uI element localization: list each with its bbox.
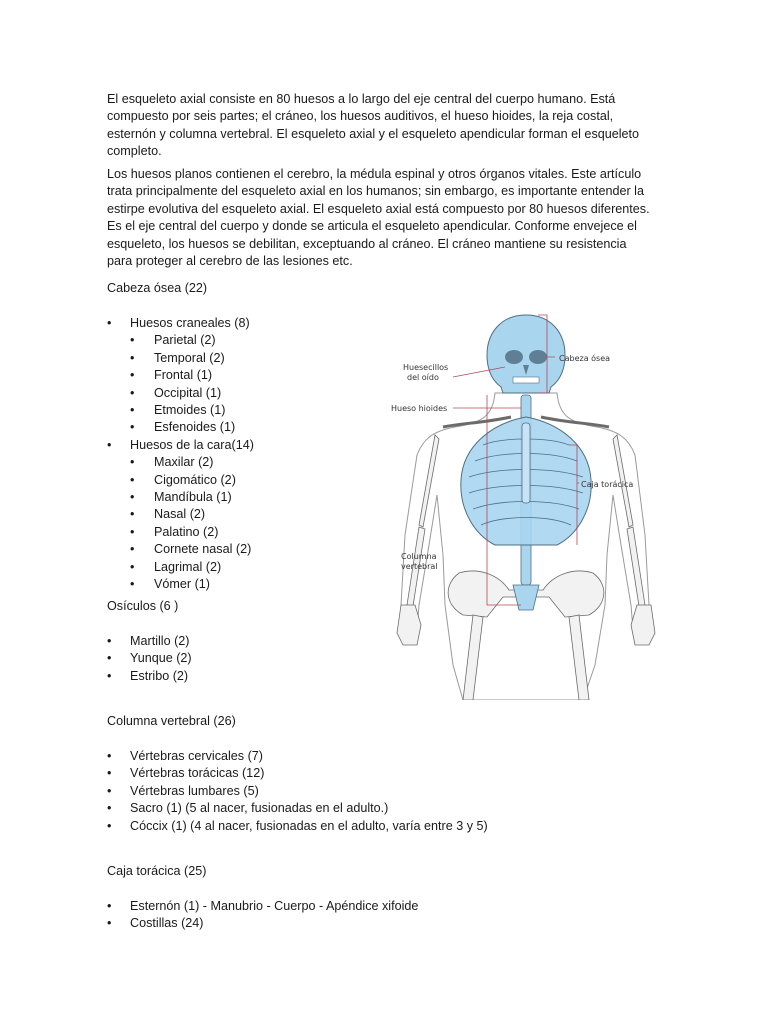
list-item: • Vértebras torácicas (12)	[107, 765, 488, 782]
list-item: • Esfenoides (1)	[130, 419, 254, 436]
list-item	[107, 315, 254, 437]
list-item: • Vértebras cervicales (7)	[107, 748, 488, 765]
list-item: • Sacro (1) (5 al nacer, fusionadas en el adulto.)	[107, 800, 488, 817]
list-item: • Cornete nasal (2)	[130, 541, 254, 558]
cara-sublist	[130, 454, 254, 593]
right-hand	[631, 605, 655, 645]
list-item: • Etmoides (1)	[130, 402, 254, 419]
sacrum	[513, 585, 539, 610]
osiculos-heading: Osículos (6 )	[107, 599, 179, 613]
skeleton-diagram	[383, 305, 673, 700]
osiculos-list	[107, 633, 192, 685]
left-femur	[463, 615, 483, 700]
list-item: • Cigomático (2)	[130, 472, 254, 489]
craneales-sublist	[130, 332, 254, 436]
teeth	[513, 377, 539, 383]
left-humerus	[419, 435, 439, 527]
label-huesecillos-1: Huesecillos	[403, 363, 449, 372]
list-item: • Estribo (2)	[107, 668, 192, 685]
right-femur	[569, 615, 589, 700]
list-item: • Mandíbula (1)	[130, 489, 254, 506]
skeleton-figure	[383, 305, 673, 700]
craneales-label: Huesos craneales (8)	[130, 316, 250, 330]
list-item: • Yunque (2)	[107, 650, 192, 667]
list-item: • Costillas (24)	[107, 915, 418, 932]
list-item: • Esternón (1) - Manubrio - Cuerpo - Apéndice xifoide	[107, 898, 418, 915]
label-cabeza: Cabeza ósea	[559, 354, 611, 363]
columna-heading: Columna vertebral (26)	[107, 714, 236, 728]
caja-list	[107, 898, 418, 933]
list-item	[107, 437, 254, 594]
list-item: • Vértebras lumbares (5)	[107, 783, 488, 800]
left-hand	[397, 605, 421, 645]
cabeza-heading: Cabeza ósea (22)	[107, 281, 208, 295]
label-huesecillos-2: del oído	[407, 373, 439, 382]
list-item: • Vómer (1)	[130, 576, 254, 593]
sternum	[522, 423, 530, 503]
list-item: • Cóccix (1) (4 al nacer, fusionadas en el adulto, varía entre 3 y 5)	[107, 818, 488, 835]
cabeza-list	[107, 315, 254, 594]
intro-paragraph-2: Los huesos planos contienen el cerebro, la médula espinal y otros órganos vitales. Este artículo trata principalmente del esqueleto axial en los humanos; sin embargo, es importante entender la estirpe evolutiva del esqueleto axial. El esqueleto axial está compuesto por 80 huesos diferentes. Es el eje central del cuerpo y donde se articula el esqueleto apendicular. Conforme envejece el esqueleto, los huesos se debilitan, exceptuando al cráneo. El cráneo mantiene su resistencia para proteger al cerebro de las lesiones etc.	[107, 167, 650, 269]
label-hioides: Hueso hioides	[391, 404, 448, 413]
list-item: • Martillo (2)	[107, 633, 192, 650]
list-item: • Lagrimal (2)	[130, 559, 254, 576]
cara-label: Huesos de la cara(14)	[130, 437, 254, 452]
list-item: • Occipital (1)	[130, 385, 254, 402]
list-item: • Maxilar (2)	[130, 454, 254, 471]
list-item: • Temporal (2)	[130, 350, 254, 367]
right-eye-socket	[529, 350, 547, 364]
label-caja: Caja torácica	[581, 480, 634, 489]
columna-list	[107, 748, 488, 835]
list-item: • Frontal (1)	[130, 367, 254, 384]
label-columna-2: vertebral	[401, 562, 438, 571]
left-eye-socket	[505, 350, 523, 364]
list-item: • Parietal (2)	[130, 332, 254, 349]
intro-paragraph-1: El esqueleto axial consiste en 80 huesos a lo largo del eje central del cuerpo humano. Está compuesto por seis partes; el cráneo, los huesos auditivos, el hueso hioides, la reja costal, esternón y columna vertebral. El esqueleto axial y el esqueleto apendicular forman el esqueleto completo.	[107, 92, 640, 159]
list-item: • Palatino (2)	[130, 524, 254, 541]
right-forearm	[627, 527, 645, 606]
list-item: • Nasal (2)	[130, 506, 254, 523]
label-columna-1: Columna	[401, 552, 437, 561]
caja-heading: Caja torácica (25)	[107, 864, 207, 878]
